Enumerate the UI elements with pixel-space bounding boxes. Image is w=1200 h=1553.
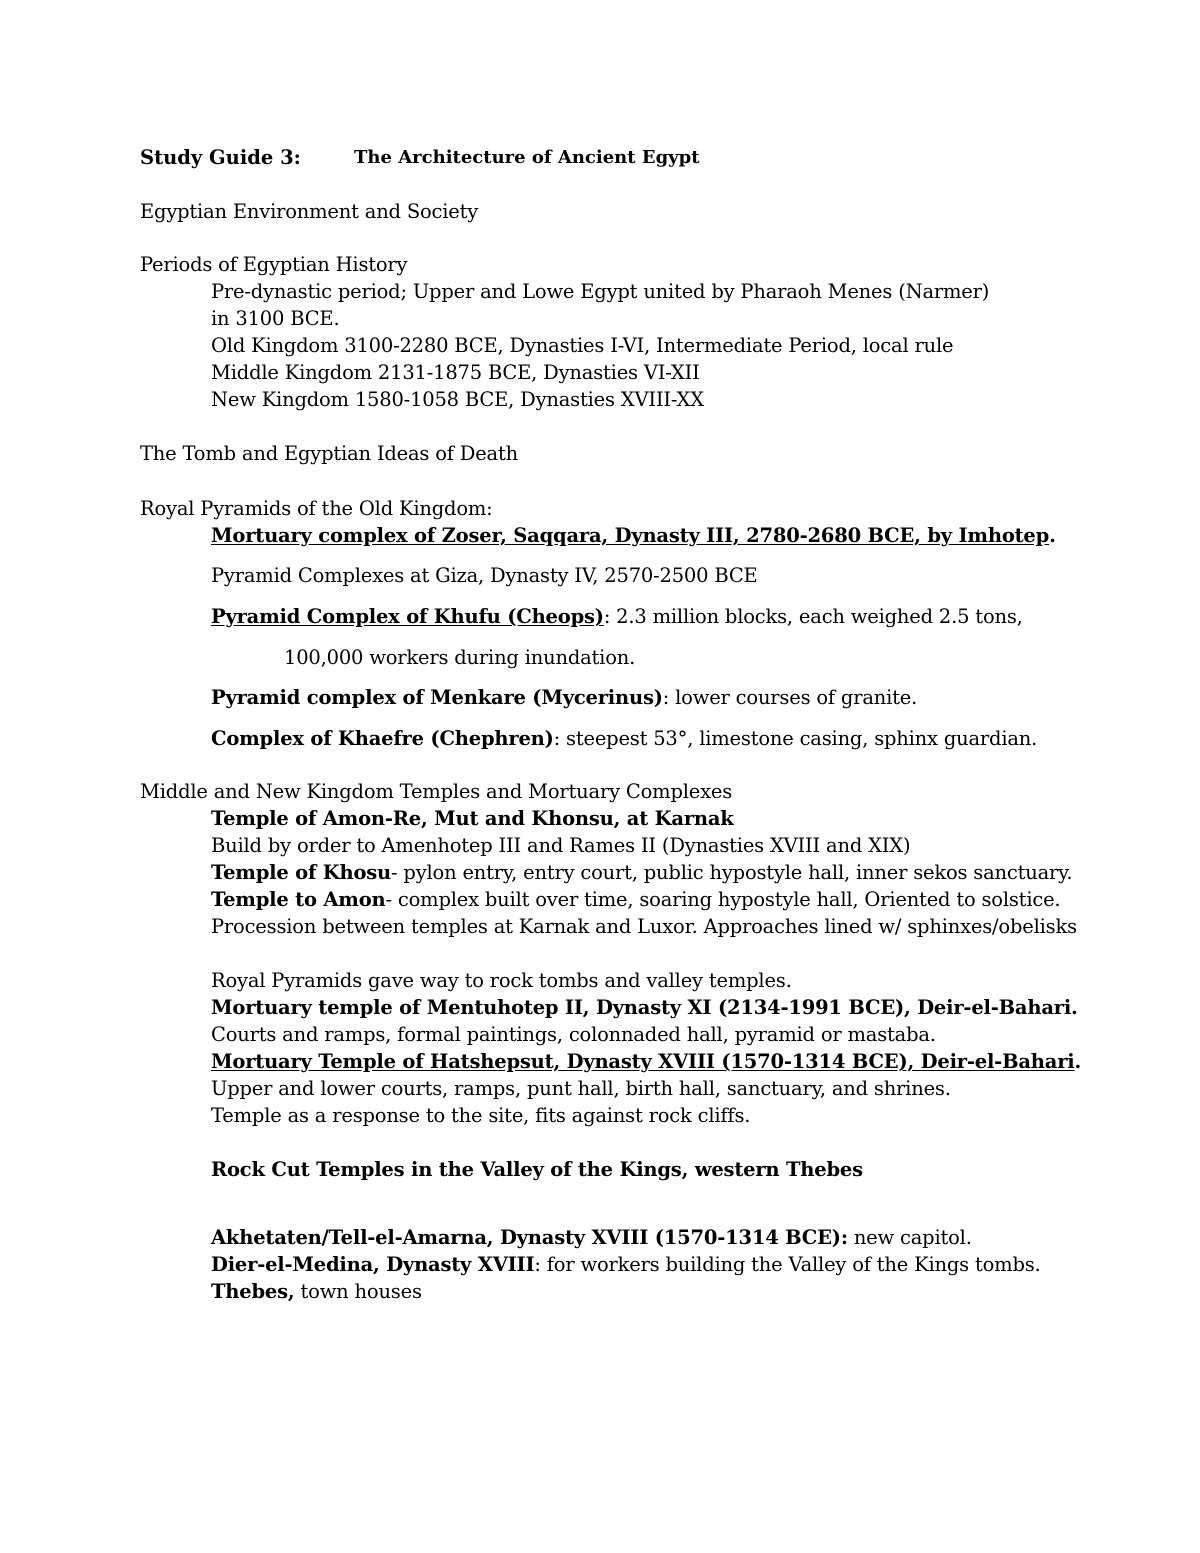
- akhetaten-entry: [211, 1225, 972, 1251]
- build-order-entry: Build by order to Amenhotep III and Rames II (Dynasties XVIII and XIX): [211, 834, 911, 857]
- menkare-title: Pyramid complex of Menkare (Mycerinus): [211, 686, 663, 709]
- rock-tombs-entry: Royal Pyramids gave way to rock tombs and valley temples.: [211, 969, 792, 992]
- dier-title: Dier-el-Medina, Dynasty XVIII: [211, 1253, 535, 1276]
- khaefre-text: : steepest 53°, limestone casing, sphinx guardian.: [553, 727, 1038, 750]
- khosu-title: Temple of Khosu: [211, 861, 392, 884]
- upper-lower-entry: Upper and lower courts, ramps, punt hall, birth hall, sanctuary, and shrines.: [211, 1077, 951, 1100]
- hatshepsut-entry: [211, 1049, 1081, 1075]
- period-line: Old Kingdom 3100-2280 BCE, Dynasties I-VI, Intermediate Period, local rule: [211, 334, 954, 357]
- akhetaten-title: Akhetaten/Tell-el-Amarna, Dynasty XVIII (1570-1314 BCE):: [211, 1226, 848, 1249]
- akhetaten-text: new capitol.: [847, 1226, 972, 1249]
- period-line: in 3100 BCE.: [211, 307, 340, 330]
- thebes-entry: [211, 1279, 422, 1305]
- section-tomb: The Tomb and Egyptian Ideas of Death: [140, 442, 518, 465]
- khaefre-title: Complex of Khaefre (Chephren): [211, 727, 554, 750]
- procession-entry: Procession between temples at Karnak and Luxor. Approaches lined w/ sphinxes/obelisks: [211, 915, 1077, 938]
- menkare-text: : lower courses of granite.: [662, 686, 918, 709]
- period-line: Middle Kingdom 2131-1875 BCE, Dynasties VI-XII: [211, 361, 700, 384]
- dier-text: : for workers building the Valley of the Kings tombs.: [534, 1253, 1041, 1276]
- zoser-title: Mortuary complex of Zoser, Saqqara, Dynasty III, 2780-2680 BCE, by Imhotep: [211, 524, 1050, 547]
- khaefre-entry: [211, 726, 1037, 752]
- section-pyramids-heading: Royal Pyramids of the Old Kingdom:: [140, 497, 493, 520]
- amon-title: Temple to Amon: [211, 888, 386, 911]
- document-title: The Architecture of Ancient Egypt: [354, 147, 700, 168]
- section-temples-heading: Middle and New Kingdom Temples and Mortuary Complexes: [140, 780, 733, 803]
- courts-entry: Courts and ramps, formal paintings, colonnaded hall, pyramid or mastaba.: [211, 1023, 936, 1046]
- section-environment: Egyptian Environment and Society: [140, 200, 479, 223]
- khufu-title: Pyramid Complex of Khufu (Cheops): [211, 605, 604, 628]
- hatshepsut-period: .: [1074, 1050, 1082, 1073]
- hatshepsut-title: Mortuary Temple of Hatshepsut, Dynasty XVIII (1570-1314 BCE), Deir-el-Bahari: [211, 1050, 1075, 1073]
- zoser-entry: [211, 523, 1056, 549]
- khosu-text: - pylon entry, entry court, public hypostyle hall, inner sekos sanctuary.: [391, 861, 1073, 884]
- menkare-entry: [211, 685, 917, 711]
- amon-re-entry: Temple of Amon-Re, Mut and Khonsu, at Karnak: [211, 807, 734, 830]
- khufu-text: : 2.3 million blocks, each weighed 2.5 tons,: [603, 605, 1023, 628]
- khufu-text-continued: 100,000 workers during inundation.: [284, 646, 636, 669]
- zoser-period: .: [1049, 524, 1056, 547]
- study-guide-label: Study Guide 3:: [140, 146, 301, 169]
- mentuhotep-entry: Mortuary temple of Mentuhotep II, Dynasty XI (2134-1991 BCE), Deir-el-Bahari.: [211, 996, 1078, 1019]
- period-line: New Kingdom 1580-1058 BCE, Dynasties XVIII-XX: [211, 388, 704, 411]
- rock-cut-entry: Rock Cut Temples in the Valley of the Kings, western Thebes: [211, 1158, 863, 1181]
- response-entry: Temple as a response to the site, fits against rock cliffs.: [211, 1104, 751, 1127]
- section-periods-heading: Periods of Egyptian History: [140, 253, 408, 276]
- khosu-entry: [211, 860, 1072, 886]
- thebes-title: Thebes,: [211, 1280, 295, 1303]
- thebes-text: town houses: [294, 1280, 422, 1303]
- amon-text: - complex built over time, soaring hypostyle hall, Oriented to solstice.: [385, 888, 1061, 911]
- period-line: Pre-dynastic period; Upper and Lowe Egypt united by Pharaoh Menes (Narmer): [211, 280, 990, 303]
- giza-entry: Pyramid Complexes at Giza, Dynasty IV, 2570-2500 BCE: [211, 564, 758, 587]
- amon-entry: [211, 887, 1060, 913]
- khufu-entry: [211, 604, 1023, 630]
- dier-entry: [211, 1252, 1041, 1278]
